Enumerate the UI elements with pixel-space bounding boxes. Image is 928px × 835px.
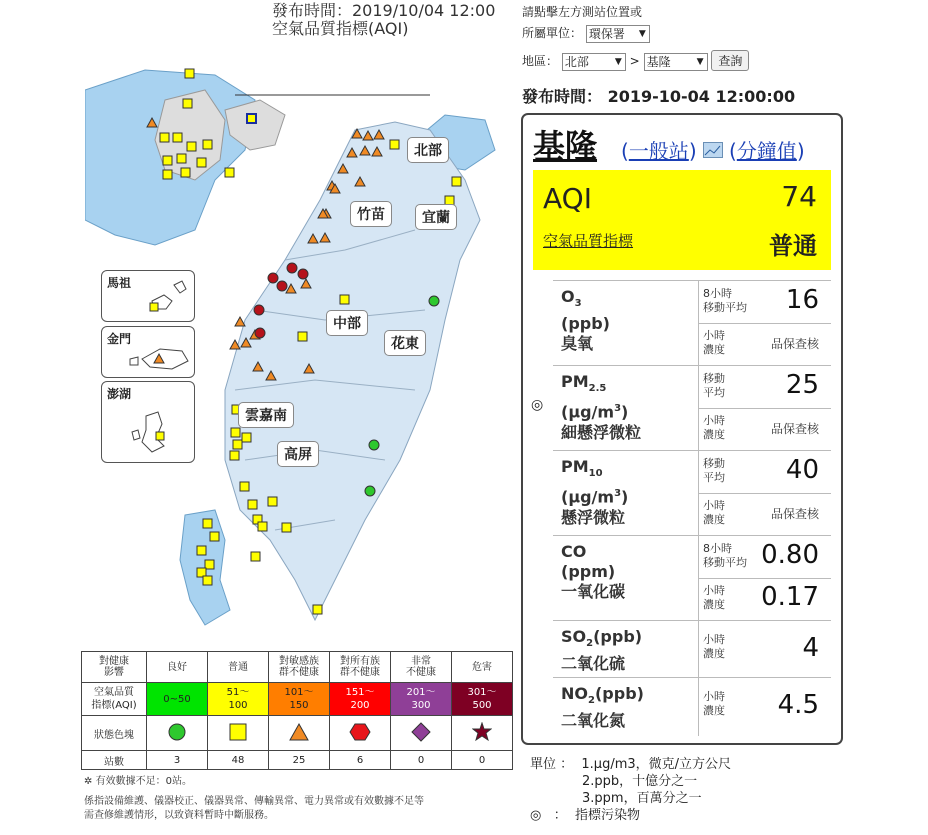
region-label-north[interactable]: 北部 bbox=[407, 137, 449, 163]
station-marker[interactable] bbox=[255, 328, 265, 338]
penghu-shape bbox=[102, 382, 194, 462]
kinmen-shape bbox=[102, 327, 194, 377]
aqi-value: 74 bbox=[781, 180, 817, 213]
pollutant-value: 40 bbox=[785, 455, 819, 485]
station-marker[interactable] bbox=[282, 523, 291, 532]
indicator-symbol: ◎ bbox=[530, 808, 542, 823]
unit-label: 所屬單位： bbox=[522, 26, 583, 40]
paren: ( bbox=[729, 139, 737, 163]
station-marker[interactable] bbox=[251, 552, 260, 561]
legend-range-sensitive: 101～ 150 bbox=[269, 683, 330, 716]
invalid-data-text: 有效數據不足：0站。 bbox=[95, 776, 192, 787]
panel-publish-time: 發布時間： 2019-10-04 12:00:00 bbox=[522, 87, 796, 106]
unit-select-value: 環保署 bbox=[588, 26, 625, 41]
row-divider bbox=[698, 408, 831, 409]
column-divider bbox=[698, 621, 699, 677]
city-select-value: 基隆 bbox=[646, 54, 671, 69]
station-marker[interactable] bbox=[235, 317, 245, 326]
unit-select[interactable] bbox=[586, 25, 650, 43]
chevron-down-icon: ▼ bbox=[696, 56, 704, 67]
station-marker[interactable] bbox=[258, 522, 267, 531]
station-marker[interactable] bbox=[230, 451, 239, 460]
station-marker[interactable] bbox=[160, 133, 169, 142]
station-marker[interactable] bbox=[197, 546, 206, 555]
gear-icon: ✲ bbox=[84, 776, 93, 787]
pollutant-row-pm10 bbox=[553, 450, 831, 535]
region-select-value: 北部 bbox=[564, 54, 589, 69]
station-marker[interactable] bbox=[240, 482, 249, 491]
pollutant-label: 小時 濃度 bbox=[703, 499, 725, 526]
indicator-pollutant-icon: ◎ bbox=[531, 397, 544, 413]
maintenance-note-1: 係指設備維護、儀器校正、儀器異常、傳輸異常、電力異常或有效數據不足等 bbox=[84, 796, 424, 807]
station-marker[interactable] bbox=[298, 269, 308, 279]
station-marker[interactable] bbox=[225, 168, 234, 177]
pollutant-value: 25 bbox=[785, 370, 819, 400]
region-label: 地區： bbox=[522, 54, 559, 68]
pollutant-label: 移動 平均 bbox=[703, 457, 725, 484]
hexagon-icon bbox=[330, 716, 391, 751]
region-label-yilan[interactable]: 宜蘭 bbox=[415, 204, 457, 230]
unit-line-1 bbox=[530, 756, 731, 773]
legend-range-very-unhealthy: 201～ 300 bbox=[391, 683, 452, 716]
station-marker[interactable] bbox=[183, 99, 192, 108]
station-marker[interactable] bbox=[177, 154, 186, 163]
station-marker[interactable] bbox=[197, 158, 206, 167]
star-icon bbox=[452, 716, 513, 751]
legend-range-hazardous: 301～ 500 bbox=[452, 683, 513, 716]
pollutant-status: 品保查核 bbox=[770, 422, 819, 436]
legend-count: 0 bbox=[452, 751, 513, 770]
inset-matsu-title: 馬祖 bbox=[107, 276, 132, 290]
region-select-row bbox=[522, 50, 749, 71]
publish-time-text: 發布時間：2019/10/04 12:00 bbox=[272, 1, 496, 20]
station-type-text[interactable]: 一般站 bbox=[628, 139, 689, 163]
legend-count-row bbox=[82, 751, 513, 770]
station-marker[interactable] bbox=[254, 305, 264, 315]
pollutant-row-no2 bbox=[553, 677, 831, 736]
pollutant-name: $SO_2(ppb)$ 二氧化硫 bbox=[561, 627, 643, 674]
station-marker[interactable] bbox=[390, 140, 399, 149]
station-marker[interactable] bbox=[452, 177, 461, 186]
station-marker[interactable] bbox=[203, 576, 212, 585]
station-marker[interactable] bbox=[268, 273, 278, 283]
region-label-central[interactable]: 中部 bbox=[326, 310, 368, 336]
square-icon bbox=[208, 716, 269, 751]
region-label-yunjianan[interactable]: 雲嘉南 bbox=[238, 402, 294, 428]
indicator-text: 指標污染物 bbox=[575, 808, 641, 823]
station-marker[interactable] bbox=[365, 486, 375, 496]
station-marker[interactable] bbox=[231, 428, 240, 437]
station-marker[interactable] bbox=[248, 500, 257, 509]
legend-header-row bbox=[82, 652, 513, 683]
legend-count: 6 bbox=[330, 751, 391, 770]
paren: ) bbox=[796, 139, 805, 163]
city-select[interactable] bbox=[644, 53, 708, 71]
pollutant-row-so2 bbox=[553, 620, 831, 677]
station-marker[interactable] bbox=[287, 263, 297, 273]
legend-range-unhealthy: 151～ 200 bbox=[330, 683, 391, 716]
legend-cell: 危害 bbox=[452, 652, 513, 683]
legend-cell: 非常 不健康 bbox=[391, 652, 452, 683]
pollutant-value: 0.17 bbox=[761, 582, 819, 612]
chart-icon[interactable] bbox=[703, 139, 723, 163]
header-publish-time bbox=[272, 2, 495, 38]
pollutant-label: 移動 平均 bbox=[703, 372, 725, 399]
pollutant-row-o3 bbox=[553, 280, 831, 365]
units-footnote bbox=[530, 756, 731, 824]
unit-line-4 bbox=[530, 807, 731, 824]
pollutant-value: 4.5 bbox=[777, 690, 819, 720]
selected-station-marker[interactable] bbox=[247, 114, 256, 123]
station-marker[interactable] bbox=[429, 296, 439, 306]
legend-cell: 對健康 影響 bbox=[82, 652, 147, 683]
legend-cell: 空氣品質 指標(AQI) bbox=[82, 683, 147, 716]
row-divider bbox=[698, 578, 831, 579]
legend-cell: 對所有族 群不健康 bbox=[330, 652, 391, 683]
pollutant-status: 品保查核 bbox=[770, 337, 819, 351]
row-divider bbox=[698, 323, 831, 324]
legend-symbol-row bbox=[82, 716, 513, 751]
legend-range-good: 0~50 bbox=[147, 683, 208, 716]
inset-kinmen-title: 金門 bbox=[107, 332, 132, 346]
pollutant-label: 小時 濃度 bbox=[703, 633, 725, 660]
aqi-summary-box bbox=[533, 170, 831, 270]
station-marker[interactable] bbox=[173, 133, 182, 142]
pollutant-label: 8小時 移動平均 bbox=[703, 542, 747, 569]
query-button[interactable]: 查詢 bbox=[711, 50, 749, 71]
diamond-icon bbox=[391, 716, 452, 751]
chevron-down-icon: ▼ bbox=[614, 56, 622, 67]
legend-cell: 良好 bbox=[147, 652, 208, 683]
station-marker[interactable] bbox=[340, 295, 349, 304]
station-marker[interactable] bbox=[210, 532, 219, 541]
units-label: 單位 ： bbox=[530, 757, 574, 772]
column-divider bbox=[698, 678, 699, 736]
legend-range-row bbox=[82, 683, 513, 716]
inset-matsu[interactable] bbox=[101, 270, 195, 322]
station-marker[interactable] bbox=[181, 168, 190, 177]
pollutant-name: $PM_{2.5}$ $(\mu g/m^3)$ 細懸浮微粒 bbox=[561, 372, 642, 442]
pollutant-name: $O_3$ (ppb) 臭氧 bbox=[561, 287, 610, 354]
station-marker[interactable] bbox=[203, 519, 212, 528]
station-map[interactable] bbox=[85, 60, 505, 640]
station-marker[interactable] bbox=[187, 142, 196, 151]
station-type-link[interactable] bbox=[621, 135, 697, 164]
unit-text: 1.μg/m3，微克/立方公尺 bbox=[581, 757, 732, 772]
pollutant-name: CO (ppm) 一氧化碳 bbox=[561, 542, 626, 601]
matsu-shape bbox=[102, 271, 194, 321]
region-select[interactable] bbox=[562, 53, 626, 71]
station-marker[interactable] bbox=[185, 69, 194, 78]
station-marker[interactable] bbox=[277, 281, 287, 291]
pollutant-label: 小時 濃度 bbox=[703, 584, 725, 611]
unit-line-3: 3.ppm，百萬分之一 bbox=[582, 791, 702, 806]
pollutant-label: 小時 濃度 bbox=[703, 414, 725, 441]
station-marker[interactable] bbox=[163, 156, 172, 165]
pollutant-value: 16 bbox=[785, 285, 819, 315]
pollutant-label: 8小時 移動平均 bbox=[703, 287, 747, 314]
station-marker[interactable] bbox=[298, 332, 307, 341]
station-marker[interactable] bbox=[313, 605, 322, 614]
chevron-down-icon: ▼ bbox=[638, 28, 646, 39]
aqi-status: 普通 bbox=[769, 232, 817, 260]
pollutant-name: $NO_2(ppb)$ 二氧化氮 bbox=[561, 684, 644, 731]
pollutant-row-co bbox=[553, 535, 831, 620]
station-marker[interactable] bbox=[369, 440, 379, 450]
aqi-sub-link[interactable]: 空氣品質指標 bbox=[543, 232, 634, 250]
legend-cell: 對敏感族 群不健康 bbox=[269, 652, 330, 683]
pollutant-value: 0.80 bbox=[761, 540, 819, 570]
separator: > bbox=[629, 54, 640, 68]
paren: ) bbox=[688, 139, 697, 163]
circle-icon bbox=[147, 716, 208, 751]
station-title[interactable]: 基隆 bbox=[533, 127, 598, 165]
maintenance-note-2: 需查修維護情形，以致資料暫時中斷服務。 bbox=[84, 810, 274, 821]
station-marker[interactable] bbox=[268, 497, 277, 506]
legend-count: 25 bbox=[269, 751, 330, 770]
station-marker[interactable] bbox=[203, 140, 212, 149]
region-label-huadong[interactable]: 花東 bbox=[384, 330, 426, 356]
invalid-data-note bbox=[84, 772, 192, 787]
instruction-text: 請點擊左方測站位置或 bbox=[522, 5, 643, 19]
paren: ( bbox=[621, 139, 629, 163]
unit-line-2: 2.ppb，十億分之一 bbox=[582, 774, 698, 789]
pollutant-label: 小時 濃度 bbox=[703, 690, 725, 717]
row-divider bbox=[698, 493, 831, 494]
minute-value-link[interactable] bbox=[729, 135, 805, 164]
legend-count: 3 bbox=[147, 751, 208, 770]
station-detail-panel bbox=[521, 113, 843, 745]
legend-cell: 狀態色塊 bbox=[82, 716, 147, 751]
triangle-icon bbox=[269, 716, 330, 751]
inset-penghu[interactable] bbox=[101, 381, 195, 463]
station-marker[interactable] bbox=[233, 440, 242, 449]
aqi-label: AQI bbox=[543, 182, 592, 215]
region-label-zhumiao[interactable]: 竹苗 bbox=[350, 201, 392, 227]
inset-kinmen[interactable] bbox=[101, 326, 195, 378]
legend-count: 0 bbox=[391, 751, 452, 770]
station-marker[interactable] bbox=[163, 170, 172, 179]
legend-range-moderate: 51～ 100 bbox=[208, 683, 269, 716]
pollutant-status: 品保查核 bbox=[770, 507, 819, 521]
pollutant-value: 4 bbox=[802, 633, 819, 663]
pollutant-row-pm25 bbox=[553, 365, 831, 450]
minute-value-text[interactable]: 分鐘值 bbox=[736, 139, 797, 163]
aqi-legend-table bbox=[81, 651, 513, 770]
region-label-gaoping[interactable]: 高屏 bbox=[277, 441, 319, 467]
unit-select-row bbox=[522, 24, 650, 43]
legend-count: 48 bbox=[208, 751, 269, 770]
inset-penghu-title: 澎湖 bbox=[107, 387, 132, 401]
station-marker[interactable] bbox=[242, 433, 251, 442]
pollutant-name: $PM_{10}$ $(\mu g/m^3)$ 懸浮微粒 bbox=[561, 457, 629, 527]
index-name-text: 空氣品質指標(AQI) bbox=[272, 19, 409, 38]
legend-cell: 站數 bbox=[82, 751, 147, 770]
pollutant-label: 小時 濃度 bbox=[703, 329, 725, 356]
legend-cell: 普通 bbox=[208, 652, 269, 683]
colon: ： bbox=[553, 808, 567, 823]
